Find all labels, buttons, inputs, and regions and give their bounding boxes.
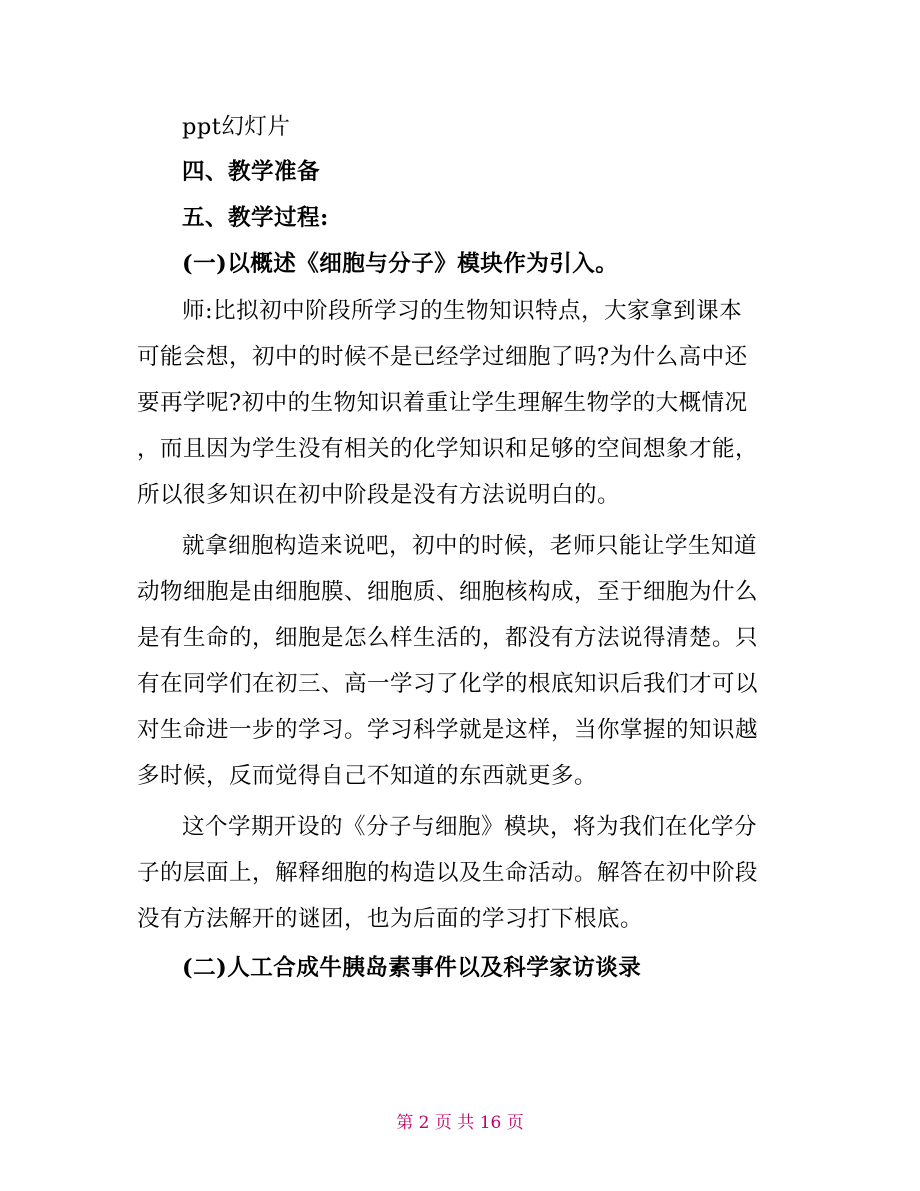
paragraph-2-line-4: 有在同学们在初三、高一学习了化学的根底知识后我们才可以: [137, 671, 759, 697]
paragraph-2-line-3: 是有生命的，细胞是怎么样生活的，都没有方法说得清楚。只: [137, 625, 759, 651]
page-number-footer: 第 2 页 共 16 页: [396, 1113, 524, 1133]
paragraph-1-line-4: ，而且因为学生没有相关的化学知识和足够的空间想象才能，: [137, 436, 759, 462]
subheading-section-1: (一)以概述《细胞与分子》模块作为引入。: [182, 251, 619, 277]
paragraph-1-line-1: 师:比拟初中阶段所学习的生物知识特点，大家拿到课本: [182, 298, 743, 324]
paragraph-1-line-5: 所以很多知识在初中阶段是没有方法说明白的。: [137, 482, 621, 508]
paragraph-1-line-2: 可能会想，初中的时候不是已经学过细胞了吗?为什么高中还: [137, 344, 748, 370]
paragraph-2-line-5: 对生命进一步的学习。学习科学就是这样，当你掌握的知识越: [137, 717, 759, 743]
paragraph-1-line-3: 要再学呢?初中的生物知识着重让学生理解生物学的大概情况: [137, 390, 748, 416]
heading-teaching-prep: 四、教学准备: [182, 159, 321, 185]
heading-teaching-process: 五、教学过程:: [182, 205, 329, 231]
paragraph-2-line-1: 就拿细胞构造来说吧，初中的时候，老师只能让学生知道: [182, 533, 758, 559]
paragraph-2-line-6: 多时候，反而觉得自己不知道的东西就更多。: [137, 763, 598, 789]
paragraph-3-line-3: 没有方法解开的谜团，也为后面的学习打下根底。: [137, 906, 644, 932]
paragraph-2-line-2: 动物细胞是由细胞膜、细胞质、细胞核构成，至于细胞为什么: [137, 579, 759, 605]
subheading-section-2: (二)人工合成牛胰岛素事件以及科学家访谈录: [182, 955, 642, 981]
paragraph-3-line-2: 子的层面上，解释细胞的构造以及生命活动。解答在初中阶段: [137, 860, 759, 886]
text-line-ppt: ppt幻灯片: [182, 114, 291, 140]
paragraph-3-line-1: 这个学期开设的《分子与细胞》模块，将为我们在化学分: [182, 814, 758, 840]
